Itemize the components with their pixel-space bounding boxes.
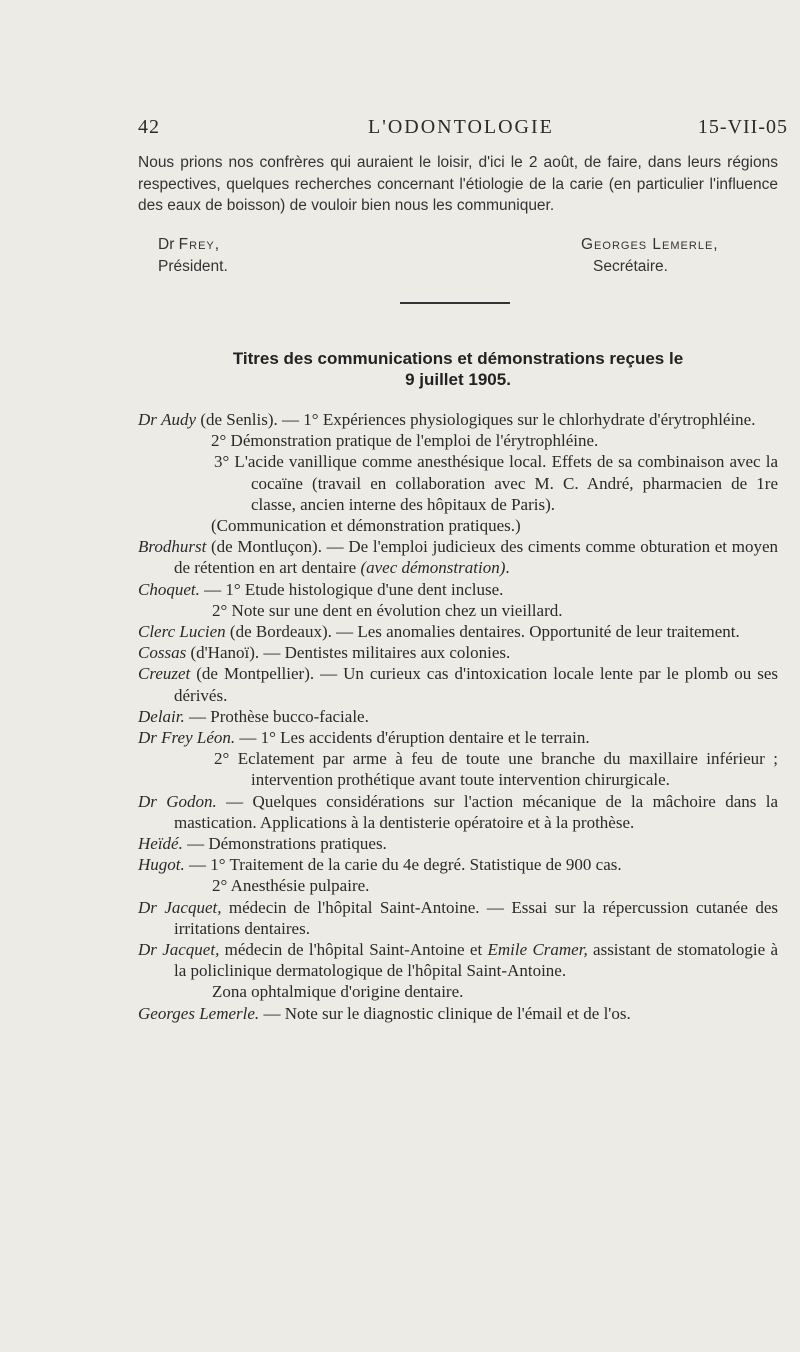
entry-text: (d'Hanoï). — Dentistes militaires aux colonies.	[186, 643, 511, 663]
entry-creuzet	[138, 663, 778, 705]
entry-frey	[138, 727, 778, 791]
entry-text: — Note sur le diagnostic clinique de l'émail et de l'os.	[259, 1003, 631, 1023]
title-dr: Dr	[138, 791, 157, 811]
entry-brodhurst	[138, 536, 778, 578]
entry-clerc	[138, 621, 778, 642]
entry-jacquet	[138, 897, 778, 939]
entry-lemerle	[138, 1003, 778, 1024]
entry-cossas	[138, 642, 778, 663]
sig-title: Dr	[158, 236, 175, 253]
author-name: Audy	[161, 410, 197, 429]
author-name: Jacquet,	[164, 897, 222, 917]
entry-subitem: 3° L'acide vanillique comme anesthésique local. Effets de sa combinaison avec la cocaïne (travail en collaboration avec M. C. André, pharmacien de 1re classe, ancien interne des hôpitaux de Paris).	[214, 452, 778, 514]
entry-line	[138, 579, 778, 600]
entry-text: — 1° Traitement de la carie du 4e degré. Statistique de 900 cas.	[184, 855, 622, 875]
author-name: Brodhurst	[138, 537, 207, 557]
entry-subitem: Zona ophtalmique d'origine dentaire.	[212, 982, 464, 1002]
signature-secretary	[581, 234, 719, 277]
section-title	[138, 348, 778, 390]
entry-subitem: 2° Eclatement par arme à feu de toute une branche du maxillaire inférieur ; intervention prothétique avant toute intervention chirurgicale.	[214, 749, 778, 790]
entry-heide	[138, 833, 778, 854]
intro-paragraph: Nous prions nos confrères qui auraient le loisir, d'ici le 2 août, de faire, dans leurs régions respectives, quelques recherches concernant l'étiologie de la carie (en particulier l'influence des eaux de boisson) de vouloir bien nous les communiquer.	[138, 154, 778, 214]
entry-subitem: 2° Démonstration pratique de l'emploi de l'érytrophléine.	[211, 431, 599, 451]
entry-line	[138, 727, 778, 748]
entry-choquet	[138, 579, 778, 621]
entry-jacquet-cramer	[138, 939, 778, 1003]
divider-rule	[400, 302, 510, 304]
entry-subitem: 2° Note sur une dent en évolution chez un vieillard.	[212, 600, 563, 620]
entry-text: (de Montluçon). — De l'emploi judicieux des ciments comme obturation et moyen de rétention en art dentaire	[174, 537, 778, 578]
author-name: Georges Lemerle.	[138, 1003, 260, 1023]
title-dr: Dr	[138, 410, 157, 429]
entry-subitem: 2° Anesthésie pulpaire.	[212, 876, 370, 896]
entry-text: — Démonstrations pratiques.	[182, 834, 387, 854]
entry-audy	[138, 409, 778, 536]
entry-text: (de Senlis). — 1° Expériences physiologiques sur le chlorhydrate d'érytrophléine.	[196, 410, 756, 429]
entry-line	[138, 854, 778, 875]
signature-president	[158, 234, 228, 277]
entry-text: — Prothèse bucco-faciale.	[184, 706, 369, 726]
sig-role: Président.	[158, 257, 228, 275]
signatures	[138, 234, 778, 280]
author-name: Creuzet	[138, 664, 191, 684]
entry-end: .	[505, 558, 510, 578]
entry-note: (Communication et démonstration pratiques.)	[211, 516, 521, 536]
entry-line	[138, 409, 778, 430]
sig-role: Secrétaire.	[593, 257, 668, 275]
entry-line	[138, 939, 778, 981]
sig-name: Georges Lemerle,	[581, 236, 719, 253]
author-name: Choquet.	[138, 579, 200, 599]
entry-text: médecin de l'hôpital Saint-Antoine. — Essai sur la répercussion cutanée des irritations dentaires.	[174, 897, 779, 938]
entry-italic: (avec démonstration)	[360, 558, 506, 578]
author-name: Emile Cramer,	[487, 940, 588, 960]
page-number: 42	[138, 116, 160, 138]
issue-date: 15-VII-05	[697, 116, 788, 138]
entry-godon	[138, 791, 778, 833]
entry-text: assistant de stomatologie à la policlinique dermatologique de l'hôpital Saint-Antoine.	[174, 940, 778, 981]
journal-title: L'ODONTOLOGIE	[368, 116, 554, 138]
author-name: Cossas	[138, 643, 187, 663]
entry-text: médecin de l'hôpital Saint-Antoine et	[219, 940, 488, 960]
author-name: Godon.	[166, 791, 217, 811]
author-name: Heïdé.	[138, 834, 183, 854]
communications-list	[138, 409, 778, 1024]
author-name: Clerc Lucien	[138, 622, 226, 642]
running-header	[138, 116, 788, 144]
title-dr: Dr	[138, 728, 157, 748]
sig-name: Frey,	[178, 236, 221, 253]
entry-text: (de Bordeaux). — Les anomalies dentaires. Opportunité de leur traitement.	[225, 622, 740, 642]
author-name: Frey Léon.	[161, 728, 236, 748]
entry-text: (de Montpellier). — Un curieux cas d'intoxication locale lente par le plomb ou ses dérivés.	[174, 664, 778, 705]
title-dr: Dr	[138, 897, 157, 917]
entry-delair	[138, 706, 778, 727]
author-name: Hugot.	[138, 855, 185, 875]
entry-text: — 1° Etude histologique d'une dent incluse.	[199, 579, 504, 599]
section-title-line: 9 juillet 1905.	[405, 370, 511, 389]
author-name: Delair.	[138, 706, 185, 726]
section-title-line: Titres des communications et démonstrations reçues le	[232, 349, 684, 368]
entry-text: — Quelques considérations sur l'action mécanique de la mâchoire dans la mastication. Applications à la dentisterie opératoire et à la prothèse.	[174, 791, 779, 832]
author-name: Jacquet,	[162, 940, 220, 960]
entry-text: — 1° Les accidents d'éruption dentaire et le terrain.	[235, 728, 590, 748]
entry-hugot	[138, 854, 778, 896]
title-dr: Dr	[138, 940, 157, 960]
